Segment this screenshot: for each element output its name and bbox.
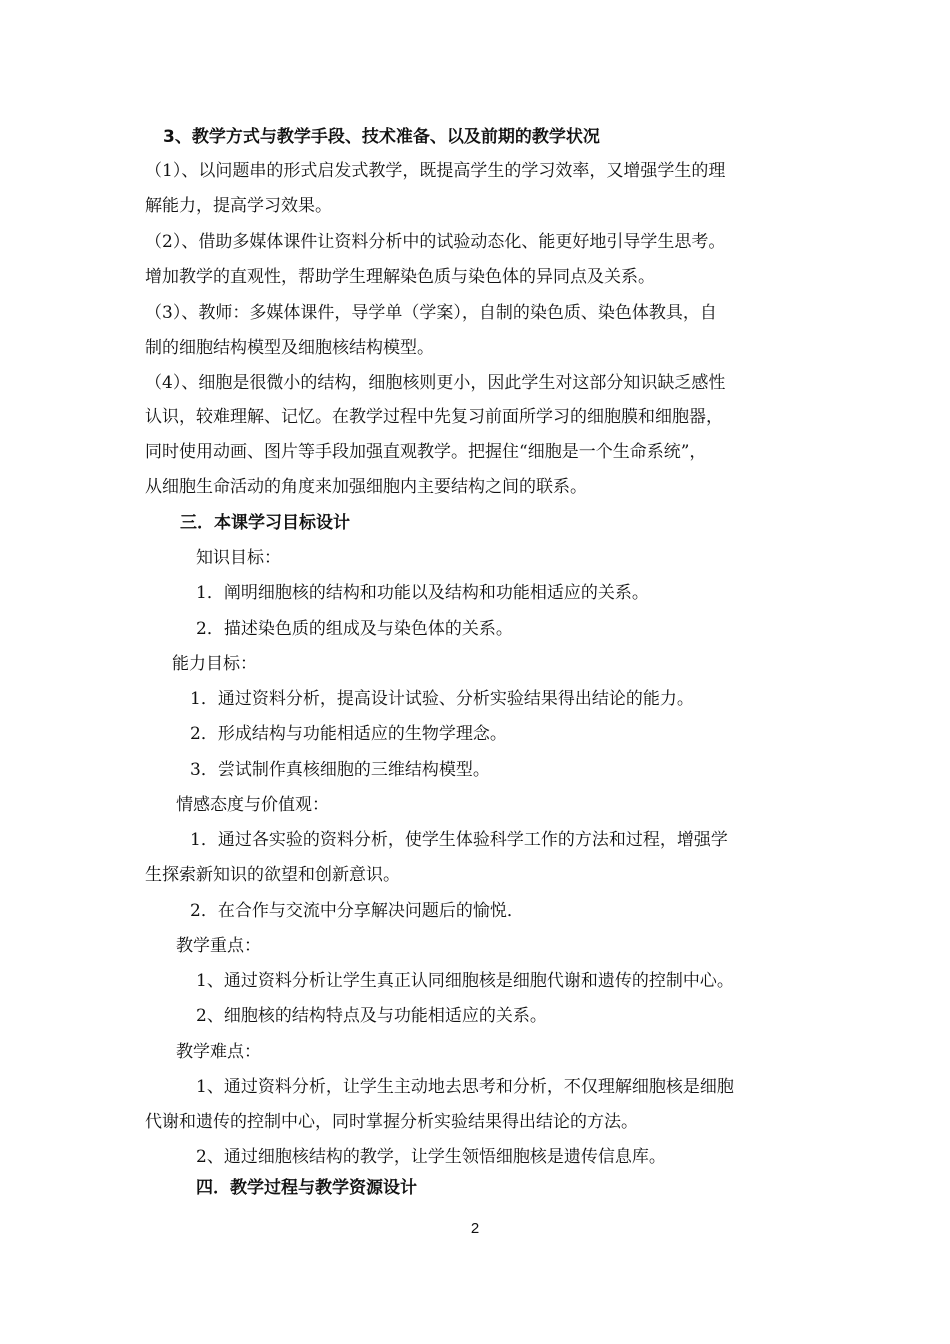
paragraph-line: 制的细胞结构模型及细胞核结构模型。: [145, 338, 434, 358]
paragraph-line: 增加教学的直观性，帮助学生理解染色质与染色体的异同点及关系。: [145, 267, 655, 287]
paragraph-line: （3）、教师：多媒体课件，导学单（学案），自制的染色质、染色体教具，自: [145, 303, 717, 323]
emotion-label: 情感态度与价值观：: [176, 795, 329, 815]
knowledge-label: 知识目标：: [196, 548, 281, 568]
paragraph-line: （1）、以问题串的形式启发式教学，既提高学生的学习效率，又增强学生的理: [145, 161, 726, 181]
page-number: 2: [470, 1220, 480, 1237]
difficulty-label: 教学难点：: [176, 1042, 261, 1062]
list-item: 3．尝试制作真核细胞的三维结构模型。: [190, 760, 490, 780]
ability-label: 能力目标：: [172, 654, 257, 674]
list-item: 1．通过资料分析，提高设计试验、分析实验结果得出结论的能力。: [190, 689, 694, 709]
list-item: 2、通过细胞核结构的教学，让学生领悟细胞核是遗传信息库。: [196, 1147, 666, 1167]
list-item: 1．通过各实验的资料分析，使学生体验科学工作的方法和过程，增强学: [190, 830, 728, 850]
list-item: 2．描述染色质的组成及与染色体的关系。: [196, 619, 513, 639]
paragraph-line: 从细胞生命活动的角度来加强细胞内主要结构之间的联系。: [145, 477, 587, 497]
section-3-heading: 3、教学方式与教学手段、技术准备、以及前期的教学状况: [163, 127, 600, 147]
paragraph-line: （4）、细胞是很微小的结构，细胞核则更小，因此学生对这部分知识缺乏感性: [145, 373, 726, 393]
paragraph-line: 解能力，提高学习效果。: [145, 196, 332, 216]
list-item: 2．形成结构与功能相适应的生物学理念。: [190, 724, 507, 744]
list-item: 1．阐明细胞核的结构和功能以及结构和功能相适应的关系。: [196, 583, 649, 603]
paragraph-line: 认识，较难理解、记忆。在教学过程中先复习前面所学习的细胞膜和细胞器，: [145, 407, 723, 427]
list-item: 2、细胞核的结构特点及与功能相适应的关系。: [196, 1006, 547, 1026]
list-item: 代谢和遗传的控制中心，同时掌握分析实验结果得出结论的方法。: [145, 1112, 638, 1132]
section-four-heading: 四．教学过程与教学资源设计: [196, 1178, 417, 1198]
list-item: 1、通过资料分析让学生真正认同细胞核是细胞代谢和遗传的控制中心。: [196, 971, 734, 991]
paragraph-line: 同时使用动画、图片等手段加强直观教学。把握住“细胞是一个生命系统”，: [145, 442, 707, 462]
list-item: 1、通过资料分析，让学生主动地去思考和分析，不仅理解细胞核是细胞: [196, 1077, 734, 1097]
section-three-heading: 三．本课学习目标设计: [180, 513, 350, 533]
key-points-label: 教学重点：: [176, 936, 261, 956]
list-item: 2．在合作与交流中分享解决问题后的愉悦．: [190, 901, 524, 921]
list-item: 生探索新知识的欲望和创新意识。: [145, 865, 400, 885]
paragraph-line: （2）、借助多媒体课件让资料分析中的试验动态化、能更好地引导学生思考。: [145, 232, 726, 252]
